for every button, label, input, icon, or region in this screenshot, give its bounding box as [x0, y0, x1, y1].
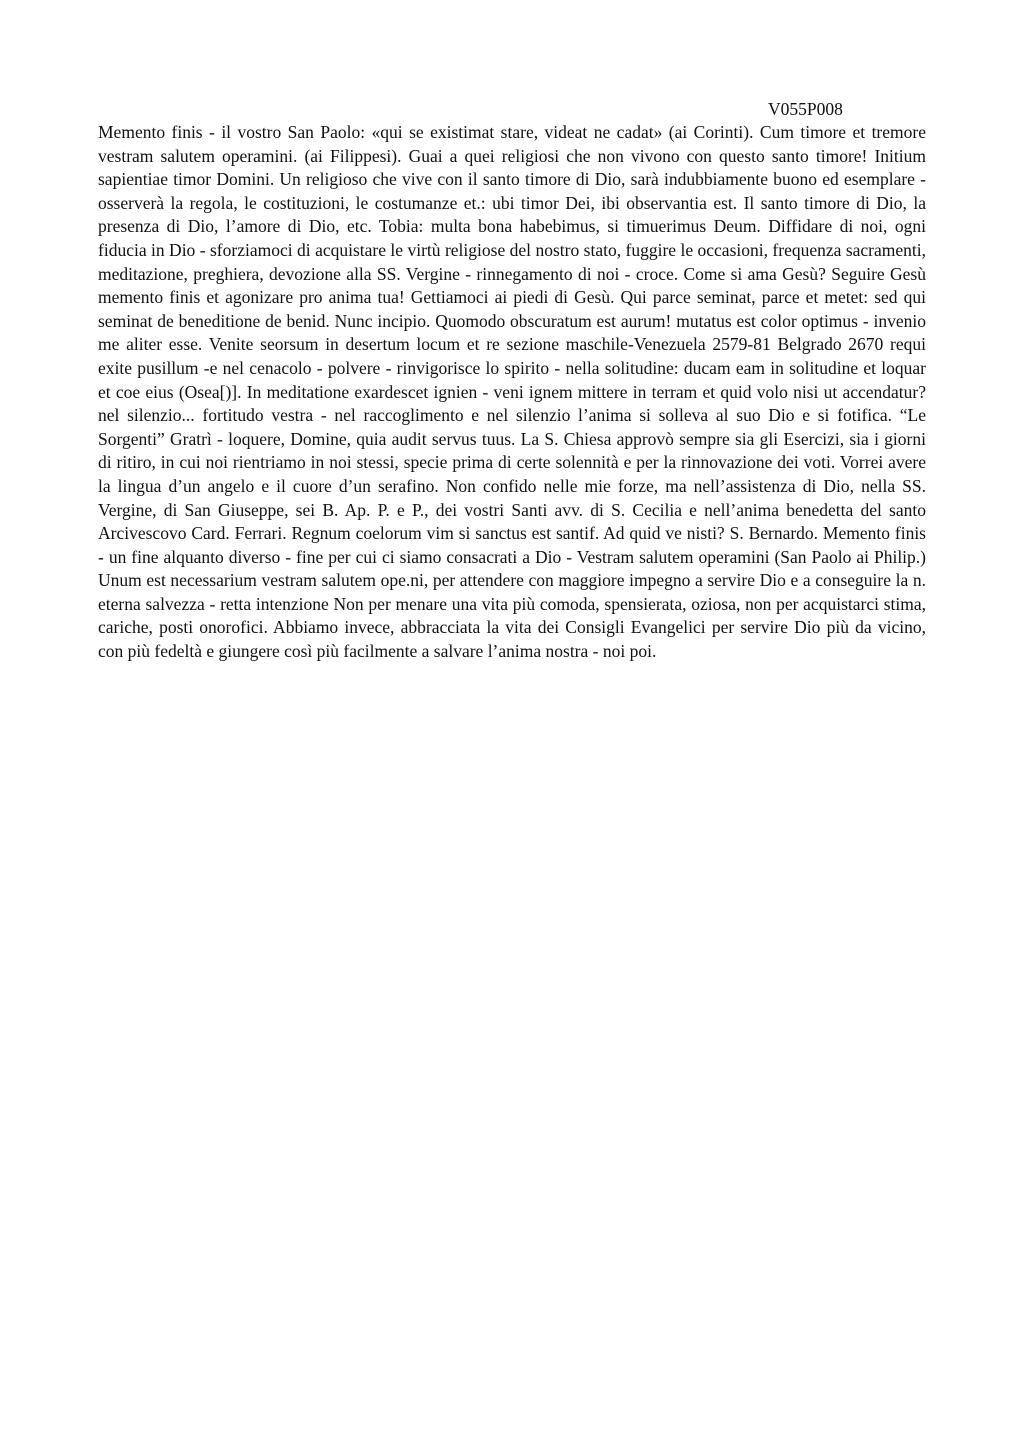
page-identifier: V055P008	[768, 99, 843, 119]
body-paragraph: Memento finis - il vostro San Paolo: «qui se existimat stare, videat ne cadat» (ai Corinti). Cum timore et tremore vestram salutem operamini. (ai Filippesi). Guai a quei religiosi che non vivono con questo santo timore! Initium sapientiae timor Domini. Un religioso che vive con il santo timore di Dio, sarà indubbiamente buono ed esemplare - osserverà la regola, le costituzioni, le costumanze et.: ubi timor Dei, ibi observantia est. Il santo timore di Dio, la presenza di Dio, l’amore di Dio, etc. Tobia: multa bona habebimus, si timuerimus Deum. Diffidare di noi, ogni fiducia in Dio - sforziamoci di acquistare le virtù religiose del nostro stato, fuggire le occasioni, frequenza sacramenti, meditazione, preghiera, devozione alla SS. Vergine - rinnegamento di noi - croce. Come si ama Gesù? Seguire Gesù memento finis et agonizare pro anima tua! Gettiamoci ai piedi di Gesù. Qui parce seminat, parce et metet: sed qui seminat de beneditione de benid. Nunc incipio. Quomodo obscuratum est aurum! mutatus est color optimus - invenio me aliter esse. Venite seorsum in desertum locum et re sezione maschile-Venezuela 2579-81 Belgrado 2670 requi exite pusillum -e nel cenacolo - polvere - rinvigorisce lo spirito - nella solitudine: ducam eam in solitudine et loquar et coe eius (Osea[)]. In meditatione exardescet ignien - veni ignem mittere in terram et quid volo nisi ut accendatur? nel silenzio... fortitudo vestra - nel raccoglimento e nel silenzio l’anima si solleva al suo Dio e si fotifica. “Le Sorgenti” Gratrì - loquere, Domine, quia audit servus tuus. La S. Chiesa approvò sempre sia gli Esercizi, sia i giorni di ritiro, in cui noi rientriamo in noi stessi, specie prima di certe solennità e per la rinnovazione dei voti. Vorrei avere la lingua d’un angelo e il cuore d’un serafino. Non confido nelle mie forze, ma nell’assistenza di Dio, nella SS. Vergine, di San Giuseppe, sei B. Ap. P. e P., dei vostri Santi avv. di S. Cecilia e nell’anima benedetta del santo Arcivescovo Card. Ferrari. Regnum coelorum vim si sanctus est santif. Ad quid ve nisti? S. Bernardo. Memento finis - un fine alquanto diverso - fine per cui ci siamo consacrati a Dio - Vestram salutem operamini (San Paolo ai Philip.) Unum est necessarium vestram salutem ope.ni, per attendere con maggiore impegno a servire Dio e a conseguire la n. eterna salvezza - retta intenzione Non per menare una vita più comoda, spensierata, oziosa, non per acquistarci stima, cariche, posti onorofici. Abbiamo invece, abbracciata la vita dei Consigli Evangelici per servire Dio più da vicino, con più fedeltà e giungere così più facilmente a salvare l’anima nostra - noi poi.	[98, 122, 926, 662]
